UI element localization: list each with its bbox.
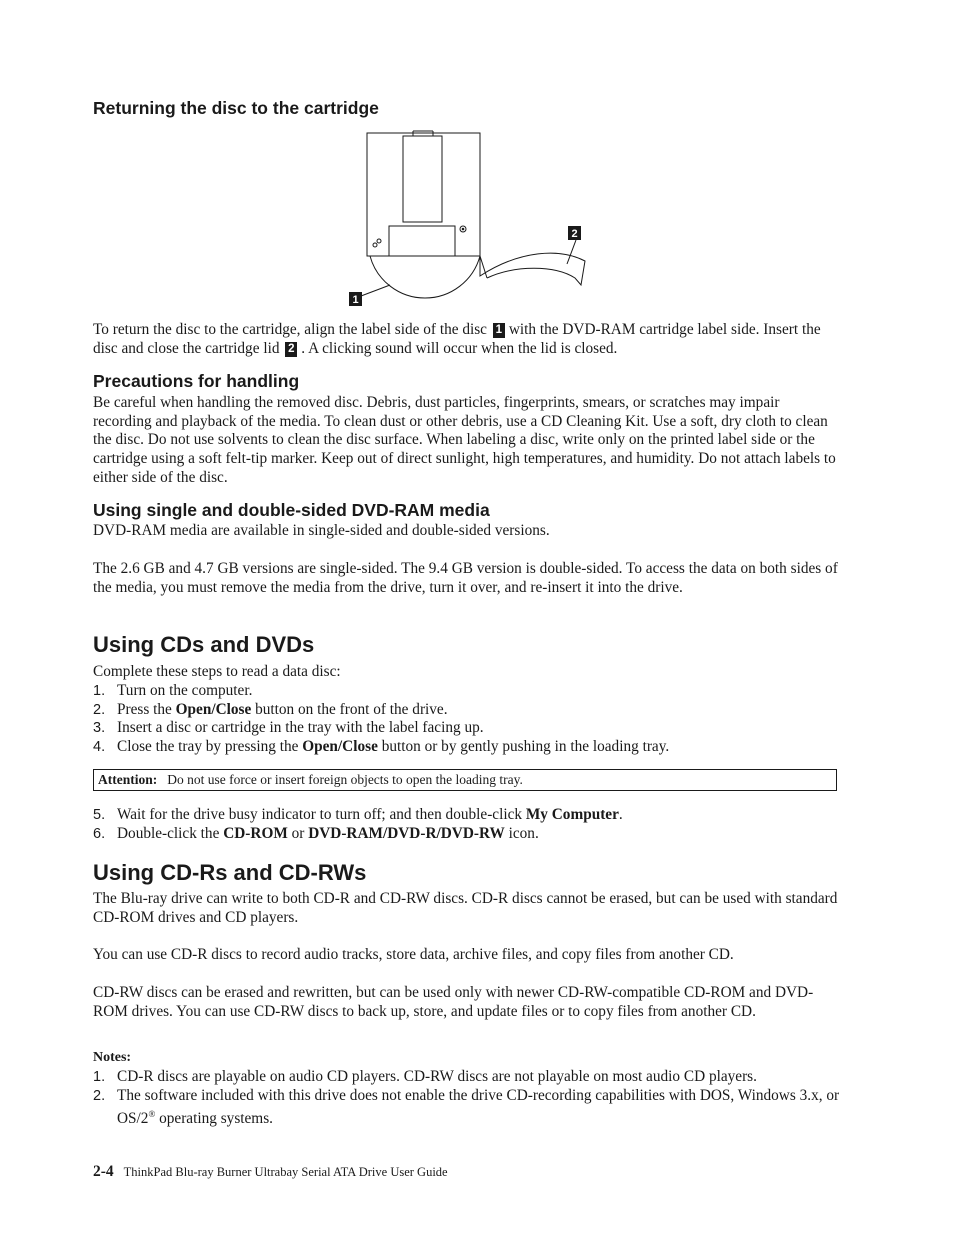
notes-list — [93, 1068, 841, 1129]
step-number: 4. — [93, 738, 106, 755]
attention-box — [93, 769, 837, 791]
heading-returning: Returning the disc to the cartridge — [93, 98, 379, 118]
step-text: button on the front of the drive. — [251, 700, 448, 718]
page-footer — [93, 1163, 448, 1181]
list-item — [93, 719, 841, 738]
list-item — [93, 825, 841, 844]
step-text: Press the — [117, 700, 176, 718]
step-text: Turn on the computer. — [117, 682, 253, 699]
step-number: 2. — [93, 701, 106, 718]
step-number: 5. — [93, 807, 106, 823]
note-text: The software included with this drive does not enable the drive CD-recording capabilities with DOS, Windows 3.x, or OS/2 — [117, 1086, 840, 1128]
returning-text-d: . A clicking sound will occur when the lid is closed. — [301, 339, 618, 357]
list-item — [93, 701, 841, 720]
precautions-text: Be careful when handling the removed disc. Debris, dust particles, fingerprints, smears, or scratches may impair recording and playback of the media. To clean dust or other debris, use a CD Cleaning Kit. Use a soft, dry cloth to clean the disc. Do not use solvents to clean the disc surface. When labeling a disc, write only on the printed label side or the cartridge using a soft felt-tip marker. Keep out of direct sunlight, high temperatures, and humidity. Do not attach labels to either side of the disc. — [93, 394, 836, 486]
step-text: Insert a disc or cartridge in the tray with the label facing up. — [117, 719, 484, 737]
steps-list-2 — [93, 806, 841, 843]
steps-list-1 — [93, 682, 841, 756]
cartridge-illustration — [345, 128, 595, 313]
using-cds-intro: Complete these steps to read a data disc: — [93, 663, 341, 680]
step-number: 1. — [93, 683, 106, 699]
heading-using-cdr: Using CD-Rs and CD-RWs — [93, 860, 367, 885]
registered-mark: ® — [148, 1109, 156, 1120]
step-bold: Open/Close — [175, 700, 252, 718]
callout-2-label: 2 — [571, 228, 578, 240]
page-number: 2-4 — [93, 1163, 114, 1180]
cdr-paragraph-2: You can use CD-R discs to record audio tracks, store data, archive files, and copy files from another CD. — [93, 946, 734, 963]
step-number: 6. — [93, 825, 106, 842]
list-item — [93, 1068, 841, 1087]
step-text: or — [287, 824, 309, 842]
footer-title: ThinkPad Blu-ray Burner Ultrabay Serial ATA Drive User Guide — [123, 1165, 448, 1179]
callout-1-inline: 1 — [493, 323, 505, 338]
heading-single-double: Using single and double-sided DVD-RAM media — [93, 500, 490, 520]
heading-using-cds: Using CDs and DVDs — [93, 632, 315, 657]
step-bold: CD-ROM — [223, 824, 288, 842]
notes-label: Notes: — [93, 1050, 132, 1065]
list-item — [93, 806, 841, 825]
returning-text — [93, 321, 841, 358]
returning-text-a: To return the disc to the cartridge, align the label side of the disc — [93, 321, 487, 338]
step-text: button or by gently pushing in the loading tray. — [377, 737, 670, 755]
attention-label: Attention: — [98, 772, 158, 787]
attention-text: Do not use force or insert foreign objects to open the loading tray. — [167, 772, 523, 787]
step-bold: My Computer — [525, 806, 619, 823]
note-number: 1. — [93, 1069, 106, 1085]
step-text: Close the tray by pressing the — [117, 737, 303, 755]
callout-1-label: 1 — [352, 294, 359, 306]
step-text: Wait for the drive busy indicator to turn off; and then double-click — [117, 806, 526, 823]
callout-2-inline: 2 — [285, 342, 297, 357]
step-text: icon. — [504, 824, 539, 842]
list-item — [93, 682, 841, 701]
single-double-text-1: DVD-RAM media are available in single-sided and double-sided versions. — [93, 522, 550, 539]
returning-text-b: with the DVD-RAM cartridge label — [508, 321, 728, 338]
heading-precautions: Precautions for handling — [93, 371, 300, 391]
step-bold: Open/Close — [302, 737, 378, 755]
note-text: operating systems. — [155, 1110, 273, 1128]
list-item — [93, 738, 841, 757]
step-bold: DVD-RAM/DVD-R/DVD-RW — [308, 824, 505, 842]
list-item — [93, 1087, 841, 1129]
cdr-paragraph-3: CD-RW discs can be erased and rewritten, but can be used only with newer CD-RW-compatible CD-ROM and DVD-ROM drives. You can use CD-RW discs to back up, store, and update files or to copy files from another CD. — [93, 984, 814, 1020]
returning-text-c: side. Insert the disc and close the cartridge lid — [93, 321, 821, 357]
step-number: 3. — [93, 720, 106, 737]
cdr-paragraph-1: The Blu-ray drive can write to both CD-R and CD-RW discs. CD-R discs cannot be erased, but can be used with standard CD-ROM drives and CD players. — [93, 890, 838, 926]
step-text: . — [618, 806, 623, 823]
step-text: Double-click the — [117, 824, 224, 842]
note-number: 2. — [93, 1087, 106, 1104]
note-text: CD-R discs are playable on audio CD players. CD-RW discs are not playable on most audio CD players. — [117, 1068, 757, 1085]
single-double-text-2: The 2.6 GB and 4.7 GB versions are single-sided. The 9.4 GB version is double-sided. To access the data on both sides of the media, you must remove the media from the drive, turn it over, and re-insert it into the drive. — [93, 560, 838, 596]
